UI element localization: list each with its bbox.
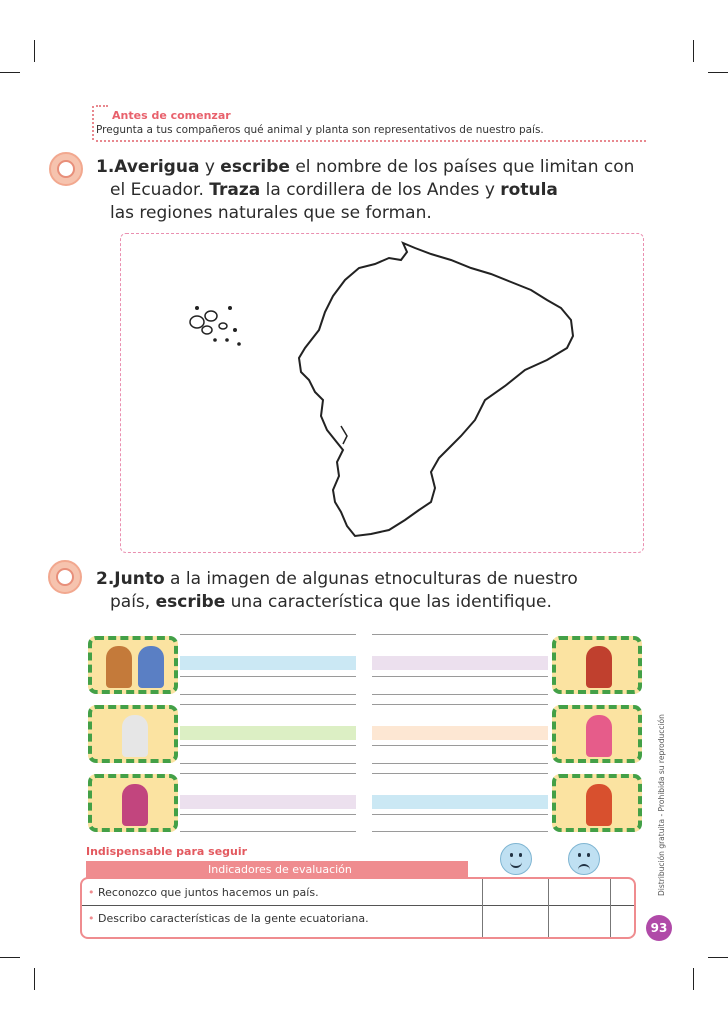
evaluation-header: Indicadores de evaluación xyxy=(86,861,468,878)
intro-left-border xyxy=(92,106,94,140)
answer-line xyxy=(180,763,356,764)
answer-line xyxy=(180,694,356,695)
answer-line xyxy=(372,634,548,635)
answer-line xyxy=(372,694,548,695)
answer-line xyxy=(180,745,356,746)
activity-icon xyxy=(48,560,82,594)
answer-line xyxy=(180,831,356,832)
answer-band xyxy=(372,795,548,809)
crop-mark xyxy=(708,72,728,73)
answer-line xyxy=(372,763,548,764)
answer-band xyxy=(180,795,356,809)
answer-band xyxy=(180,726,356,740)
ethnoculture-image xyxy=(88,636,178,694)
answer-line xyxy=(180,704,356,705)
crop-mark xyxy=(693,968,694,990)
evaluation-row: • Describo características de la gente ecuatoriana. xyxy=(88,912,369,925)
answer-line xyxy=(180,773,356,774)
ethnoculture-image xyxy=(552,636,642,694)
crop-mark xyxy=(34,968,35,990)
answer-line xyxy=(180,676,356,677)
activity1-line3: las regiones naturales que se forman. xyxy=(110,203,432,223)
page-number: 93 xyxy=(646,915,672,941)
intro-top-border xyxy=(96,105,108,107)
intro-bottom-border xyxy=(96,140,646,142)
answer-line xyxy=(180,634,356,635)
ethnoculture-image xyxy=(552,774,642,832)
ethnoculture-image xyxy=(552,705,642,763)
happy-face-icon xyxy=(500,843,532,875)
answer-line xyxy=(372,814,548,815)
crop-mark xyxy=(0,72,20,73)
intro-text: Pregunta a tus compañeros qué animal y planta son representativos de nuestro país. xyxy=(96,124,544,136)
activity2-line2: país, escribe una característica que las identifique. xyxy=(110,592,552,612)
table-column-divider xyxy=(548,879,549,937)
table-column-divider xyxy=(610,879,611,937)
table-divider xyxy=(82,905,634,906)
answer-line xyxy=(372,831,548,832)
answer-line xyxy=(372,745,548,746)
answer-line xyxy=(372,704,548,705)
activity2-text xyxy=(96,568,656,614)
ecuador-map xyxy=(175,240,595,545)
crop-mark xyxy=(708,957,728,958)
crop-mark xyxy=(0,957,20,958)
activity1-line1: 1.Averigua y escribe el nombre de los países que limitan con xyxy=(96,157,635,177)
table-column-divider xyxy=(482,879,483,937)
answer-band xyxy=(372,656,548,670)
answer-line xyxy=(372,676,548,677)
answer-band xyxy=(372,726,548,740)
activity2-line1: 2.Junto a la imagen de algunas etnoculturas de nuestro xyxy=(96,569,578,589)
crop-mark xyxy=(693,40,694,62)
evaluation-heading: Indispensable para seguir xyxy=(86,845,248,858)
intro-title: Antes de comenzar xyxy=(112,109,231,122)
side-notice: Distribución gratuita - Prohibida su reproducción xyxy=(657,714,666,896)
activity-icon xyxy=(49,152,83,186)
activity1-line2: el Ecuador. Traza la cordillera de los Andes y rotula xyxy=(110,180,558,200)
thinking-face-icon xyxy=(568,843,600,875)
answer-line xyxy=(372,773,548,774)
ethnoculture-image xyxy=(88,705,178,763)
activity1-text xyxy=(96,156,656,225)
answer-line xyxy=(180,814,356,815)
crop-mark xyxy=(34,40,35,62)
evaluation-row: • Reconozco que juntos hacemos un país. xyxy=(88,886,319,899)
ethnoculture-image xyxy=(88,774,178,832)
answer-band xyxy=(180,656,356,670)
